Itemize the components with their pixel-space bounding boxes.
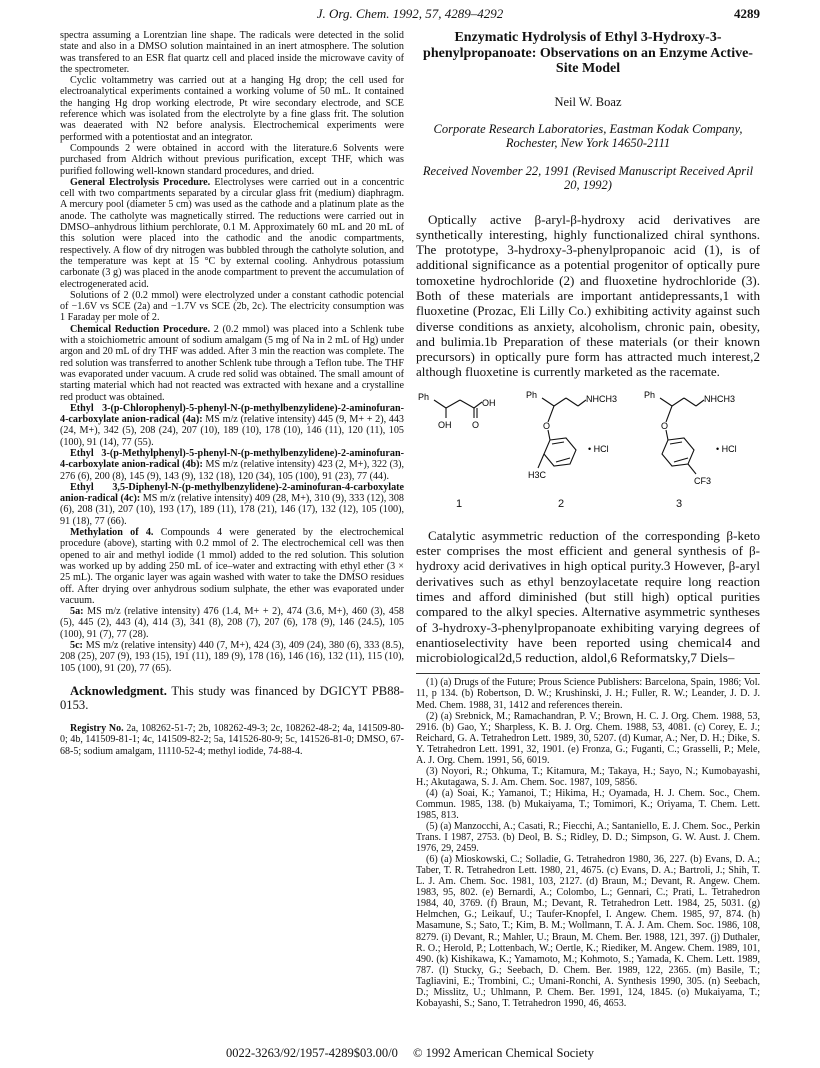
text-4b: MS m/z (relative intensity) 423 (2, M+), 322 (3), 276 (6), 200 (8), 145 (9), 143 (9), 132 (18), 120 (34), 105 (100), 91 (23), 77 (44). (60, 459, 404, 482)
structure-3-ph: Ph (644, 389, 656, 400)
heading-chemical-reduction: Chemical Reduction Procedure. (70, 323, 211, 335)
text-5a: MS m/z (relative intensity) 476 (1.4, M+ + 2), 474 (3.6, M+), 460 (3), 458 (5), 445 (2), 443 (4), 414 (3), 341 (8), 208 (7), 207 (6), 178 (9), 146 (24.5), 105 (100), 91 (7), 77 (28). (60, 606, 404, 640)
copyright: © 1992 American Chemical Society (413, 1046, 594, 1060)
text-electrolysis: Electrolyses were carried out in a concentric cell with two compartments separated by a circular glass frit (medium) diaphragm. A mercury pool (diameter 5 cm) was used as the cathode and a platinum plate as the anode. The catholyte was magnetically stirred. The reductions were carried out in DMSO–anhydrous lithium perchlorate, 0.1 M. Approximately 60 mL and 20 mL of this solution were placed into the cathodic and the anodic compartments, respectively. A flow of dry nitrogen was bubbled through the catholyte solution, and the temperature was kept at 15 °C by external cooling. Anhydrous potassium carbonate (3 g) was placed in the anode compartment to prevent the accumulation of electrogenerated acid. (60, 176, 404, 290)
left-column (60, 30, 404, 757)
running-header (60, 6, 760, 26)
structure-3-o: O (661, 420, 669, 431)
journal-citation: J. Org. Chem. 1992, 57, 4289–4292 (316, 6, 504, 21)
heading-4c: Ethyl 3,5-Diphenyl-N-(p-methylbenzylidene)-2-aminofuran-4-carboxylate anion-radical (4c): (60, 481, 404, 505)
paragraph-4b (60, 448, 404, 482)
structure-2-ph: Ph (526, 389, 538, 400)
compound-number-3: 3 (676, 497, 683, 510)
structure-2-h3c: H3C (528, 469, 547, 480)
paragraph-5c (60, 640, 404, 674)
paragraph-5a (60, 606, 404, 640)
paragraph-esr: spectra assuming a Lorentzian line shape. The radicals were detected in the solid state and also in a DMSO solution maintained in an inert atmosphere. The solution was transfered to an ESR flat quartz cell and placed inside the microwave cavity of the spectrometer. (60, 30, 404, 75)
structure-1-drawing (416, 386, 516, 496)
page-footer (0, 1046, 820, 1061)
structure-3-drawing (644, 386, 760, 496)
paragraph-4a (60, 403, 404, 448)
text-4c: MS m/z (relative intensity) 409 (28, M+), 310 (9), 333 (12), 308 (6), 208 (31), 207 (10), 193 (17), 189 (11), 178 (21), 146 (17), 132 (12), 105 (100), 91 (18), 77 (66). (60, 493, 404, 527)
received-date: Received November 22, 1991 (Revised Manuscript Received April 20, 1992) (422, 163, 754, 192)
paragraph-methylation (60, 527, 404, 606)
paragraph-solutions: Solutions of 2 (0.2 mmol) were electrolyzed under a constant cathodic potencial of −1.6V vs SCE (2a) and −1.7V vs SCE (2b, 2c). The electricity consumption was 1 Faraday per mole of 2. (60, 289, 404, 324)
reference-5: (5) (a) Manzocchi, A.; Casati, R.; Fiecchi, A.; Santaniello, E. J. Chem. Soc., Perkin Trans. I 1987, 2753. (b) Deol, B. S.; Ridley, D. D.; Simpson, G. W. Aust. J. Chem. 1976, 29, 2459. (416, 821, 760, 855)
references (416, 673, 760, 1008)
paragraph-electrolysis (60, 177, 404, 290)
structure-1-o: O (472, 419, 480, 430)
heading-5c: 5c: (70, 640, 83, 652)
right-column (416, 30, 760, 1009)
article-title: Enzymatic Hydrolysis of Ethyl 3-Hydroxy-3-phenylpropanoate: Observations on an Enzyme Active-Site Model (423, 30, 753, 76)
reference-1: (1) (a) Drugs of the Future; Prous Science Publishers: Barcelona, Spain, 1986; Vol. 11, p 134. (b) Robertson, D. W.; Krushinski, J. H.; Fuller, R. W.; Leander, J. D. J. Med. Chem. 1988, 31, 1412 and references therein. (416, 677, 760, 711)
paragraph-compounds: Compounds 2 were obtained in accord with the literature.6 Solvents were purchased from Aldrich without previous purification, except THF, which was purified following well-known standard procedures, and dried. (60, 142, 404, 177)
acknowledgment-text: This study was financed by DGICYT PB88-0153. (60, 683, 404, 713)
acknowledgment (60, 684, 404, 713)
author: Neil W. Boaz (554, 94, 622, 109)
second-paragraph: Catalytic asymmetric reduction of the corresponding β-keto ester comprises the most efficient and general synthesis of β-hydroxy acid derivatives in high optical purity.3 However, β-aryl derivatives such as ethyl benzoylacetate require long reaction times and afford diminished (but still high) optical purities compared to the alkyl species. Alternative asymmetric syntheses of 3-hydroxy-3-phenylpropanoate exhibiting varying degrees of enantioselectivity have been reported using chemical4 and microbiological2d,5 reduction, aldol,6 Reformatsky,7 Diels– (416, 527, 760, 666)
heading-electrolysis: General Electrolysis Procedure. (70, 176, 211, 188)
affiliation: Corporate Research Laboratories, Eastman Kodak Company, Rochester, New York 14650-2111 (433, 121, 743, 150)
text-4a: MS m/z (relative intensity) 445 (9, M+ + 2), 443 (24, M+), 342 (5), 208 (24), 207 (10), 189 (10), 178 (10), 146 (11), 120 (11), 105 (100), 91 (14), 77 (55). (60, 414, 404, 448)
structure-1-oh: OH (438, 419, 452, 430)
reference-6: (6) (a) Mioskowski, C.; Solladie, G. Tetrahedron 1980, 36, 227. (b) Evans, D. A.; Taber, T. R. Tetrahedron Lett. 1980, 21, 4675. (c) Evans, D. A.; Bartroli, J.; Shih, T. L. J. Am. Chem. Soc. 1981, 103, 2127. (d) Braun, M.; Devant, R. Angew. Chem. 1983, 95, 802. (e) Bernardi, A.; Colombo, L.; Gennari, C.; Prati, L. Tetrahedron 1984, 40, 3769. (f) Braun, M.; Devant, R. Tetrahedron Lett. 1984, 25, 5031. (g) Helmchen, G.; Leikauf, U.; Taufer-Knopfel, I. Angew. Chem. 1985, 97, 874. (h) Masamune, S.; Sato, T.; Kim, B. M.; Wollmann, T. A. J. Am. Chem. Soc. 1986, 108, 8279. (i) Devant, R.; Mahler, U.; Braun, M. Chem. Ber. 1988, 121, 397. (j) Duthaler, R. O.; Herold, P.; Lottenbach, W.; Oertle, K.; Riediker, M. Angew. Chem. 1989, 101, 490. (k) Kishikawa, K.; Yamamoto, M.; Kohmoto, S.; Yamada, K. Chem. Lett. 1989, 787. (l) Stucky, G.; Seebach, D. Chem. Ber. 1989, 122, 2365. (m) Basile, T.; Tagliavini, E.; Trombini, C.; Umani-Ronchi, A. Synthesis 1990, 305. (n) Seebach, D.; Misslitz, U.; Uhlmann, P. Chem. Ber. 1991, 124, 1845. (o) Mukaiyama, T.; Kobayashi, S.; Sano, T. Tetrahedron 1990, 46, 4653. (416, 854, 760, 1009)
page-number: 4289 (734, 6, 760, 21)
structure-1-ph: Ph (418, 391, 430, 402)
heading-4b: Ethyl 3-(p-Methylphenyl)-5-phenyl-N-(p-methylbenzylidene)-2-aminofuran-4-carboxylate anion-radical (4b): (60, 447, 404, 471)
structure-1 (416, 386, 516, 510)
reference-3: (3) Noyori, R.; Ohkuma, T.; Kitamura, M.; Takaya, H.; Sayo, N.; Kumobayashi, H.; Akutagawa, S. J. Am. Chem. Soc. 1987, 109, 5856. (416, 765, 760, 788)
structure-2-hcl: • HCl (588, 443, 609, 454)
heading-4a: Ethyl 3-(p-Chlorophenyl)-5-phenyl-N-(p-methylbenzylidene)-2-aminofuran-4-carboxylate anion-radical (4a): (60, 402, 404, 426)
structure-2 (526, 386, 646, 510)
journal-code: 0022-3263/92/1957-4289$03.00/0 (226, 1046, 398, 1060)
paragraph-voltammetry: Cyclic voltammetry was carried out at a hanging Hg drop; the cell used for electroanalytical experiments contained a working volume of 50 mL. It contained the hanging Hg drop working electrode, Pt wire secondary electrode, and SCE reference which was isolated from the electrolyte by a fine glass frit. The solution was deaerated with N2 before analysis. Electrochemical experiments were performed with a potentiostat and an integrator. (60, 75, 404, 143)
text-5c: MS m/z (relative intensity) 440 (7, M+), 424 (3), 409 (24), 380 (6), 333 (8.5), 208 (25), 207 (9), 193 (15), 191 (11), 189 (9), 178 (16), 146 (16), 132 (11), 115 (10), 105 (100), 91 (20), 77 (65). (60, 640, 404, 674)
paragraph-chemical-reduction (60, 324, 404, 403)
structure-3-hcl: • HCl (716, 443, 737, 454)
paragraph-4c (60, 482, 404, 527)
structure-figure (416, 386, 760, 514)
registry-text: 2a, 108262-51-7; 2b, 108262-49-3; 2c, 108262-48-2; 4a, 141509-80-0; 4b, 141509-81-1; 4c, 141509-82-2; 5a, 141526-80-9; 5c, 141526-81-0; DMSO, 67-68-5; sodium amalgam, 11110-52-4; methyl iodide, 74-88-4. (60, 722, 404, 757)
registry-numbers (60, 723, 404, 757)
acknowledgment-heading: Acknowledgment. (70, 683, 167, 698)
structure-3 (644, 386, 760, 510)
registry-heading: Registry No. (70, 722, 124, 734)
structure-3-nhch3: NHCH3 (704, 393, 736, 404)
heading-methylation: Methylation of 4. (70, 527, 154, 539)
structure-2-nhch3: NHCH3 (586, 393, 618, 404)
structure-3-cf3: CF3 (694, 475, 712, 486)
compound-number-1: 1 (456, 497, 463, 510)
reference-2: (2) (a) Srebnick, M.; Ramachandran, P. V.; Brown, H. C. J. Org. Chem. 1988, 53, 2916. (b) Gao, Y.; Sharpless, K. B. J. Org. Chem. 1988, 53, 4081. (c) Corey, E. J.; Reichard, G. A. Tetrahedron Lett. 1989, 30, 5207. (d) Kumar, A.; Ner, D. H.; Dike, S. Y. Tetrahedron Lett. 1991, 32, 1901. (e) Fronza, G.; Fuganti, C.; Grasselli, P.; Mele, A. J. Org. Chem. 1991, 56, 6019. (416, 710, 760, 766)
structure-2-drawing (526, 386, 646, 496)
intro-paragraph: Optically active β-aryl-β-hydroxy acid derivatives are synthetically interesting, highly functionalized chiral synthons. The prototype, 3-hydroxy-3-phenylpropanoic acid (1), is of additional significance as a potential progenitor of optically pure tomoxetine hydrochloride (2) and fluoxetine hydrochloride (3). Both of these materials are important antidepressants,1 with fluoxetine (Prozac, Eli Lilly Co.) exhibiting activity against such diverse conditions as anxiety, alcoholism, chronic pain, obesity, and bulimia.1b Preparation of these materials (or their known precursors) in optically pure form has attracted much interest,2 although fluoxetine is currently marketed as the racemate. (416, 211, 760, 380)
structure-1-oh-acid: OH (482, 397, 496, 408)
heading-5a: 5a: (70, 606, 84, 618)
text-methylation: Compounds 4 were generated by the electrochemical procedure (above), starting with 0.2 mmol of 2. The electrochemical cell was then opened to air and methyl iodide (1 mmol) added to the red solution. This solution was worked up by adding 250 mL of ice–water and extracting with ethyl ether (3 × 25 mL). The organic layer was again washed with water to take the DMSO residues off. After drying over anhydrous sodium sulphate, the ether was evaporated under vacuum. (60, 527, 404, 606)
structure-2-o: O (543, 420, 551, 431)
reference-4: (4) (a) Soai, K.; Yamanoi, T.; Hikima, H.; Oyamada, H. J. Chem. Soc., Chem. Commun. 1985, 138. (b) Mukaiyama, T.; Tomimori, K.; Oriyama, T. Chem. Lett. 1985, 813. (416, 787, 760, 821)
compound-number-2: 2 (558, 497, 565, 510)
text-chemical-reduction: 2 (0.2 mmol) was placed into a Schlenk tube with a stoichiometric amount of sodium amalgam (5 mg of Na in 2 mL of Hg) under argon and 20 mL of dry THF was added. After 3 min the reaction was complete. The red solution was transferred to another Schlenk tube through a Teflon tube. The THF was evaporated under vacuum. A crude red solid was obtained. The small amount of starting material which had not reacted was extracted with hexane and a crystalline red product was obtained. (60, 323, 404, 403)
